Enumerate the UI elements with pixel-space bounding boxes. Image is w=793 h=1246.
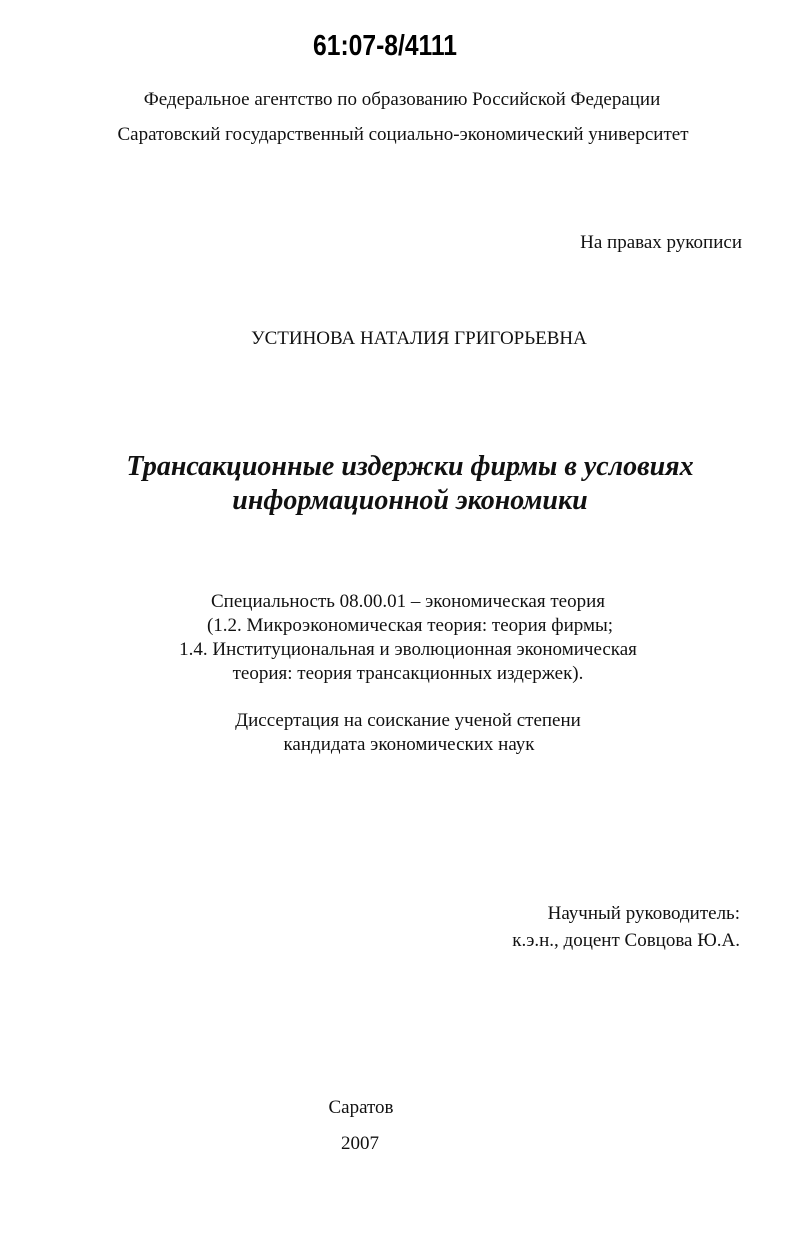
year: 2007 <box>341 1133 379 1154</box>
university-line: Саратовский государственный социально-экономический университет <box>117 124 689 145</box>
city: Саратов <box>328 1097 394 1118</box>
supervisor-label: Научный руководитель: <box>547 903 740 924</box>
specialty-line-3: 1.4. Институциональная и эволюционная экономическая <box>179 639 637 660</box>
dissertation-title-line-1: Трансакционные издержки фирмы в условиях <box>126 451 694 482</box>
degree-line-1: Диссертация на соискание ученой степени <box>235 710 581 731</box>
specialty-line-2: (1.2. Микроэкономическая теория: теория фирмы; <box>206 615 614 636</box>
specialty-line-1: Специальность 08.00.01 – экономическая теория <box>211 591 605 612</box>
degree-line-2: кандидата экономических наук <box>283 734 535 755</box>
archive-stamp-number: 61:07-8/4111 <box>313 30 457 62</box>
specialty-line-4: теория: теория трансакционных издержек). <box>232 663 584 684</box>
author-name: УСТИНОВА НАТАЛИЯ ГРИГОРЬЕВНА <box>251 328 587 349</box>
agency-line: Федеральное агентство по образованию Российской Федерации <box>143 89 661 110</box>
rights-note: На правах рукописи <box>580 232 742 253</box>
dissertation-title-line-2: информационной экономики <box>232 485 588 516</box>
supervisor-name: к.э.н., доцент Совцова Ю.А. <box>512 930 740 951</box>
